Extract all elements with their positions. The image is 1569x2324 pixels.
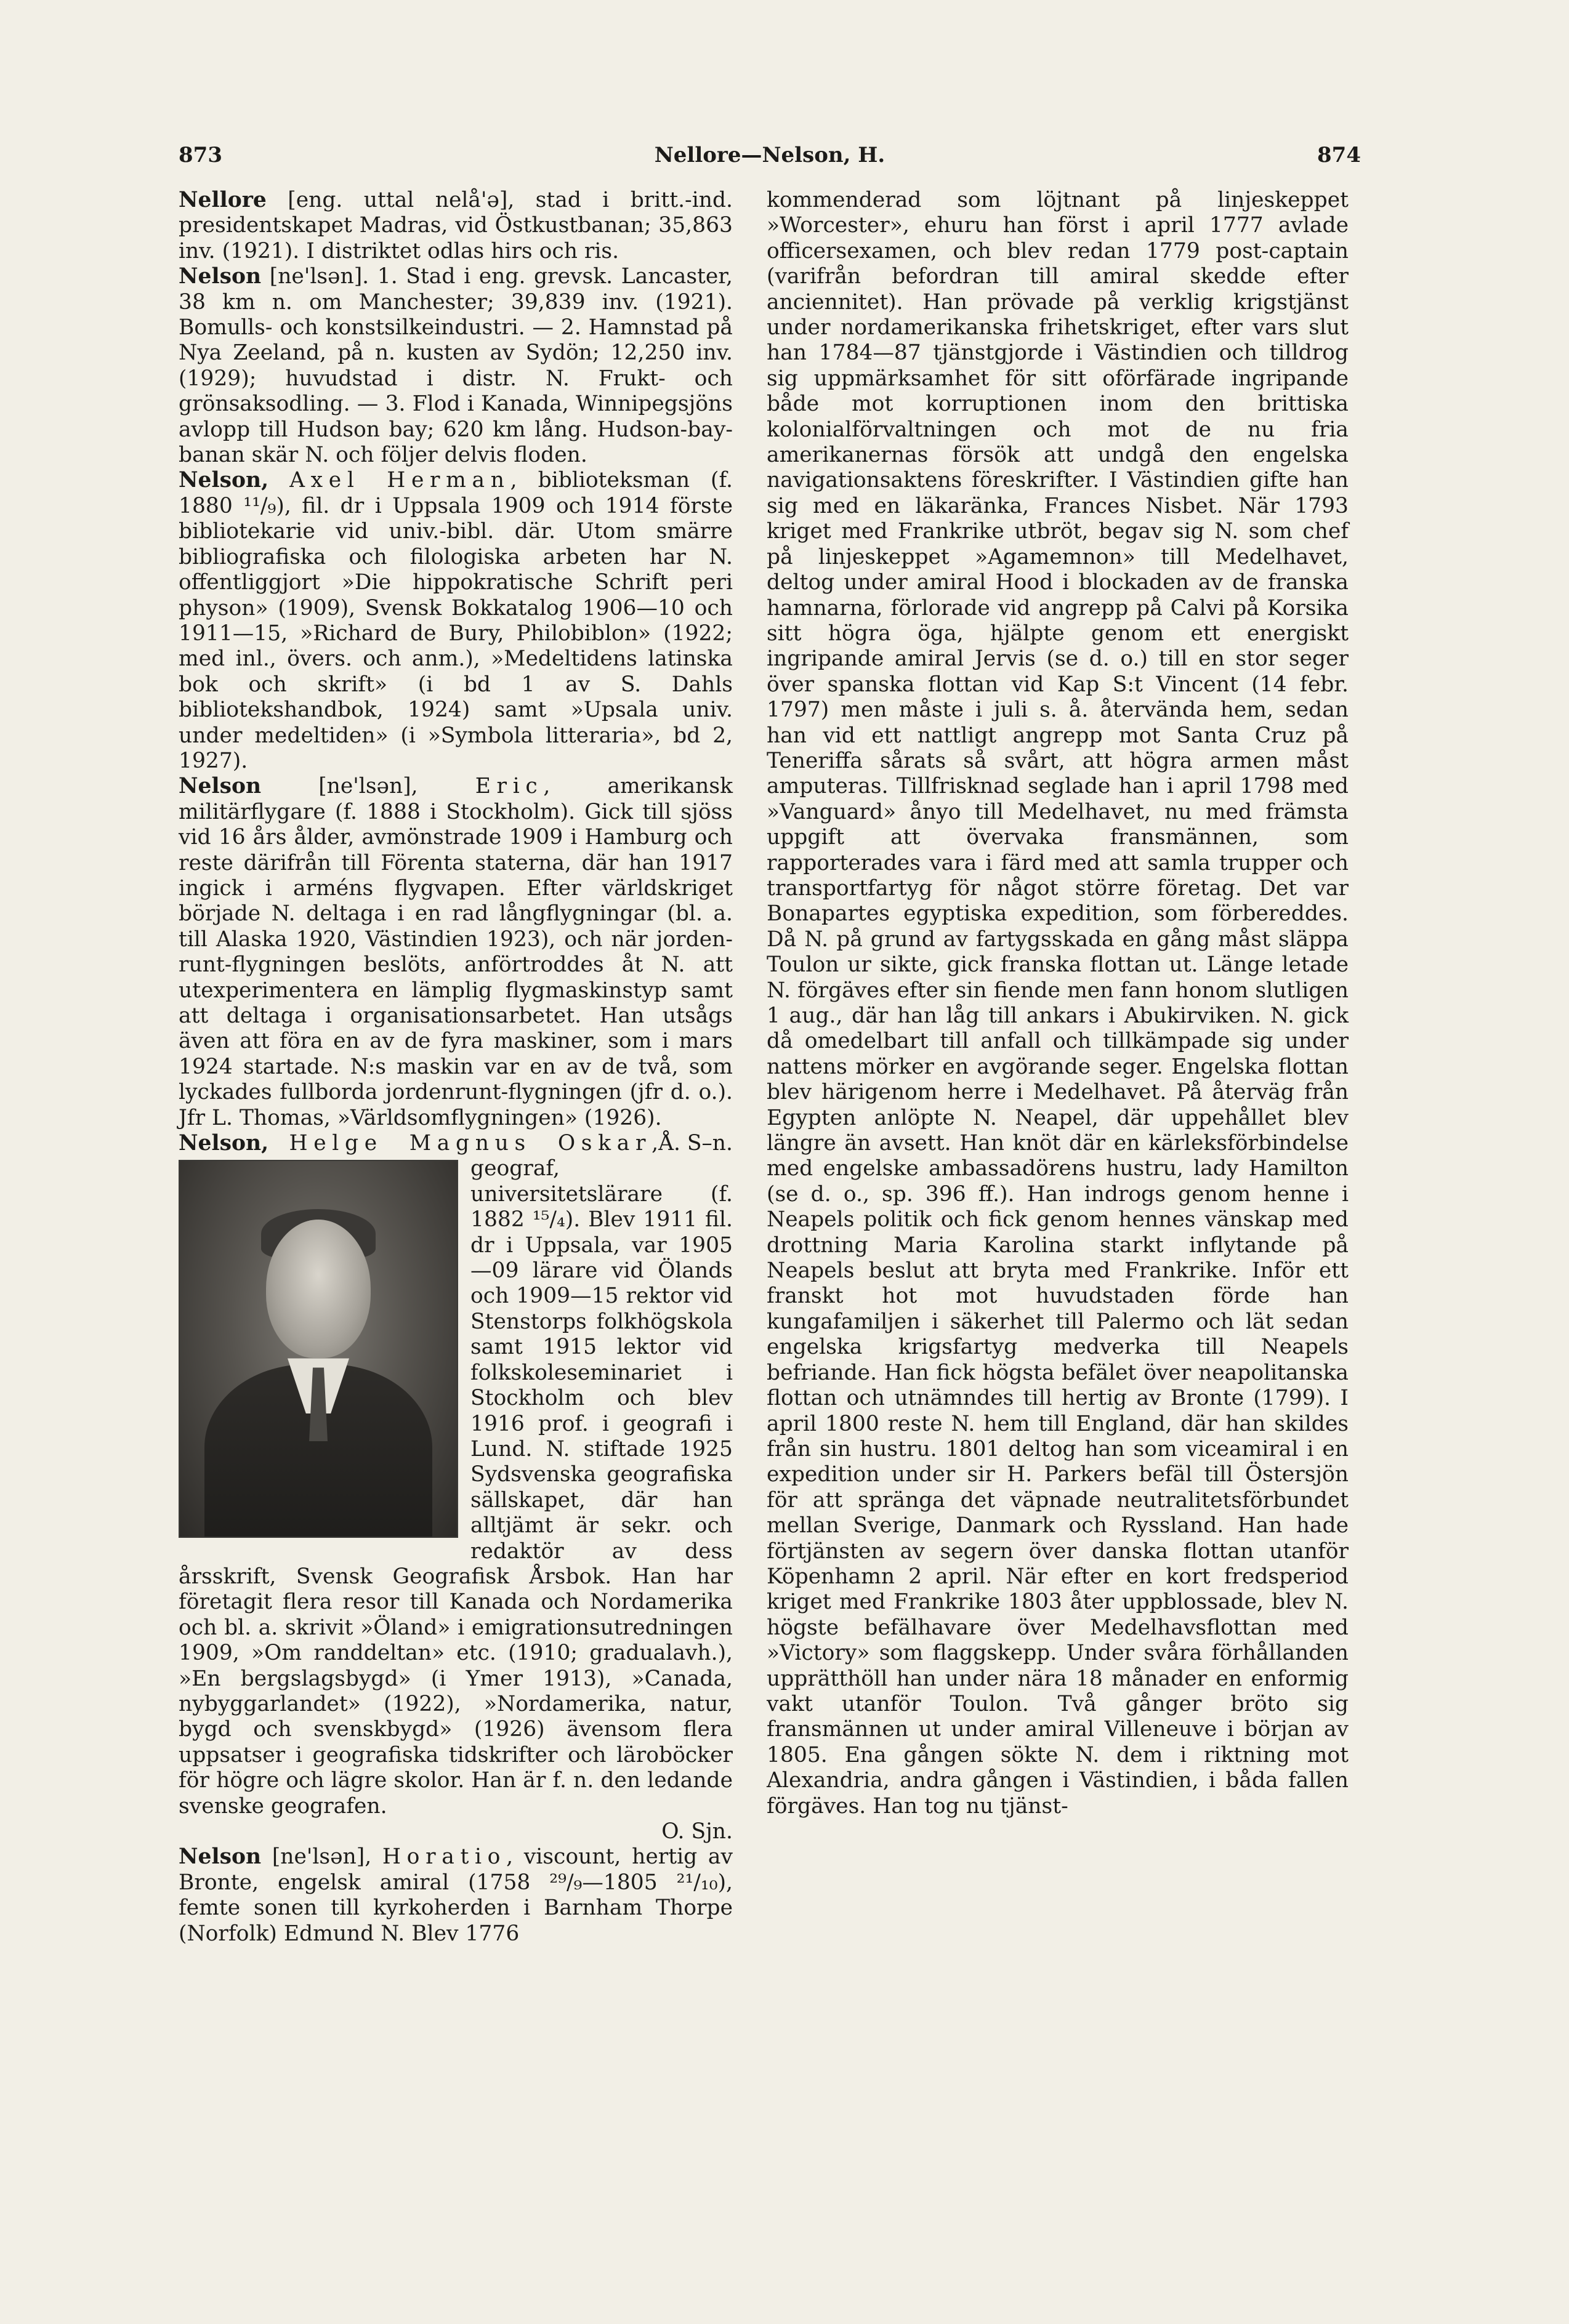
right-column bbox=[767, 188, 1349, 1819]
pronunciation: [ne'lsən], bbox=[261, 1844, 382, 1870]
entry-nelson-axel bbox=[179, 468, 733, 774]
entry-text: [ne'lsən]. 1. Stad i eng. grevsk. Lancaster, 38 km n. om Manchester; 39,839 inv. (1921). Bomulls- och konstsilkeindustri. — 2. Hamnstad på Nya Zeeland, på n. kusten av Sydön; 12,250 inv. (1929); huvudstad i distr. N. Frukt- och grönsaksodling. — 3. Flod i Kanada, Winnipegsjöns avlopp till Hudson bay; 620 km lång. Hudson-bay-banan skär N. och följer delvis floden. bbox=[179, 264, 733, 468]
page-number-left: 873 bbox=[179, 143, 222, 167]
author-signature: O. Sjn. bbox=[661, 1819, 733, 1844]
pronunciation: [ne'lsən], bbox=[261, 774, 475, 799]
person-name: Eric bbox=[475, 774, 544, 799]
headword: Nelson bbox=[179, 774, 262, 799]
entry-nelson-horatio bbox=[179, 1844, 733, 1947]
running-title: Nellore—Nelson, H. bbox=[654, 143, 885, 167]
headword: Nelson, bbox=[179, 1131, 269, 1156]
left-column bbox=[179, 188, 733, 1947]
entry-continuation: kommenderad som löjtnant på linjeskeppet »Worcester», ehuru han först i april 1777 avlade officersexamen, och blev redan 1779 post-captain (varifrån befordran till amiral skedde efter anciennitet). Han prövade på verklig krigstjänst under nordamerikanska frihetskriget, efter vars slut han 1784—87 tjänstgjorde i Västindien och tilldrog sig uppmärksamhet för sitt oförfärade ingripande både mot korruptionen inom den brittiska kolonialförvaltningen och mot de nu fria amerikanernas försök att undgå den engelska navigationsaktens föreskrifter. I Västindien gifte han sig med en läkaränka, Frances Nisbet. När 1793 kriget med Frankrike utbröt, begav sig N. som chef på linjeskeppet »Agamemnon» till Medelhavet, deltog under amiral Hood i blockaden av de franska hamnarna, förlorade vid angrepp på Calvi på Korsika sitt högra öga, hjälpte genom ett energiskt ingripande amiral Jervis (se d. o.) till en stor seger över spanska flottan vid Kap S:t Vincent (14 febr. 1797) men måste i juli s. å. återvända hem, sedan han vid ett nattligt angrepp mot Santa Cruz på Teneriffa sårats så svårt, att högra armen måst amputeras. Tillfrisknad seglade han i april 1798 med »Vanguard» ånyo till Medelhavet, nu med främsta uppgift att övervaka fransmännen, som rapporterades vara i färd med att samla trupper och transportfartyg för något större företag. Det var Bonapartes egyptiska expedition, som förbereddes. Då N. på grund av fartygsskada en gång måst släppa Toulon ur sikte, gick franska flottan ut. Länge letade N. förgäves efter sin fiende men fann honom slutligen 1 aug., där han låg till ankars i Abukirviken. N. gick då omedelbart till anfall och tillkämpade sig under nattens mörker en avgörande seger. Engelska flottan blev härigenom herre i Medelhavet. På återväg från Egypten anlöpte N. Neapel, där uppehållet blev längre än avsett. Han knöt där en kärleksförbindelse med engelske ambassadörens hustru, lady Hamilton (se d. o., sp. 396 ff.). Han indrogs genom henne i Neapels politik och fick genom hennes vänskap med drottning Maria Karolina starkt inflytande på Neapels beslut att bryta med Frankrike. Inför ett franskt hot mot huvudstaden förde han kungafamiljen i säkerhet till Palermo och lät sedan engelska krigsfartyg medverka till Neapels befriande. Han fick högsta befälet över neapolitanska flottan och utnämndes till hertig av Bronte (1799). I april 1800 reste N. hem till England, där han skildes från sin hustru. 1801 deltog han som viceamiral i en expedition under sir H. Parkers befäl till Östersjön för att spränga det väpnade neutralitetsförbundet mellan Sverige, Danmark och Ryssland. Han hade förtjänsten av segern över danska flottan utanför Köpenhamn 2 april. När efter en kort fredsperiod kriget med Frankrike 1803 åter uppblossade, blev N. högste befälhavare över Medelhavsflottan med »Victory» som flaggskepp. Under svåra förhållanden upprätthöll han under nära 18 månader en enformig vakt utanför Toulon. Två gånger bröto sig fransmännen ut under amiral Villeneuve i början av 1805. Ena gången sökte N. dem i riktning mot Alexandria, andra gången i Västindien, i båda fallen förgäves. Han tog nu tjänst- bbox=[767, 188, 1349, 1819]
person-name: Helge Magnus Oskar bbox=[289, 1131, 652, 1156]
entry-text: , viscount, hertig av Bronte, engelsk amiral (1758 ²⁹/₉—1805 ²¹/₁₀), femte sonen till kyrkoherden i Barnham Thorpe (Norfolk) Edmund N. Blev 1776 bbox=[179, 1844, 733, 1946]
headword: Nelson, bbox=[179, 468, 269, 493]
portrait-photo bbox=[179, 1160, 458, 1538]
headword: Nelson bbox=[179, 1844, 262, 1870]
entry-text: , amerikansk militärflygare (f. 1888 i Stockholm). Gick till sjöss vid 16 års ålder, avmönstrade 1909 i Hamburg och reste därifrån till Förenta staterna, där han 1917 ingick i arméns flygvapen. Efter världskriget började N. deltaga i en rad långflygningar (bl. a. till Alaska 1920, Västindien 1923), och när jorden-runt-flygningen beslöts, anförtroddes åt N. att utexperimentera en lämplig flygmaskinstyp samt att deltaga i organisationsarbetet. Han utsågs även att föra en av de fyra maskiner, som i mars 1924 startade. N:s maskin var en av de två, som lyckades fullborda jordenrunt-flygningen (jfr d. o.). Jfr L. Thomas, »Världsomflygningen» (1926). bbox=[179, 774, 733, 1130]
page-number-right: 874 bbox=[1317, 143, 1361, 167]
entry-nellore bbox=[179, 188, 733, 264]
person-name: Axel Herman bbox=[289, 468, 510, 493]
entry-text: [eng. uttal nelå'ə], stad i britt.-ind. presidentskapet Madras, vid Östkustbanan; 35,863 inv. (1921). I distriktet odlas hirs och ris. bbox=[179, 188, 733, 263]
entry-text: , geograf, universitetslärare (f. 1882 ¹⁵/₄). Blev 1911 fil. dr i Uppsala, var 1905—09 lärare vid Ölands och 1909—15 rektor vid Stenstorps folkhögskola samt 1915 lektor vid folkskoleseminariet i Stockholm och blev 1916 prof. i geografi i Lund. N. stiftade 1925 Sydsvenska geografiska sällskapet, där han alltjämt är sekr. och redaktör av dess årsskrift, Svensk Geografisk Årsbok. Han har företagit flera resor till Kanada och Nordamerika och bl. a. skrivit »Öland» i emigrationsutredningen 1909, »Om randdeltan» etc. (1910; gradualavh.), »En bergslagsbygd» (i Ymer 1913), »Canada, nybyggarlandet» (1922), »Nordamerika, natur, bygd och svenskbygd» (1926) ävensom flera uppsatser i geografiska tidskrifter och läroböcker för högre och lägre skolor. Han är f. n. den ledande svenske geografen. bbox=[179, 1131, 733, 1819]
page-header bbox=[179, 143, 1361, 180]
headword: Nelson bbox=[179, 264, 262, 289]
person-name: Horatio bbox=[382, 1844, 507, 1870]
entry-text: , biblioteksman (f. 1880 ¹¹/₉), fil. dr i Uppsala 1909 och 1914 förste bibliotekarie vid univ.-bibl. där. Utom smärre bibliografiska och filologiska arbeten har N. offentliggjort »Die hippokratische Schrift peri physon» (1909), Svensk Bokkatalog 1906—10 och 1911—15, »Richard de Bury, Philobiblon» (1922; med inl., övers. och anm.), »Medeltidens latinska bok och skrift» (i bd 1 av S. Dahls bibliotekshandbok, 1924) samt »Upsala univ. under medeltiden» (i »Symbola litteraria», bd 2, 1927). bbox=[179, 468, 733, 773]
author-signature: Å. S–n. bbox=[658, 1131, 733, 1156]
entry-nelson-helge bbox=[179, 1131, 733, 1844]
entry-nelson-place bbox=[179, 264, 733, 468]
headword: Nellore bbox=[179, 188, 267, 212]
